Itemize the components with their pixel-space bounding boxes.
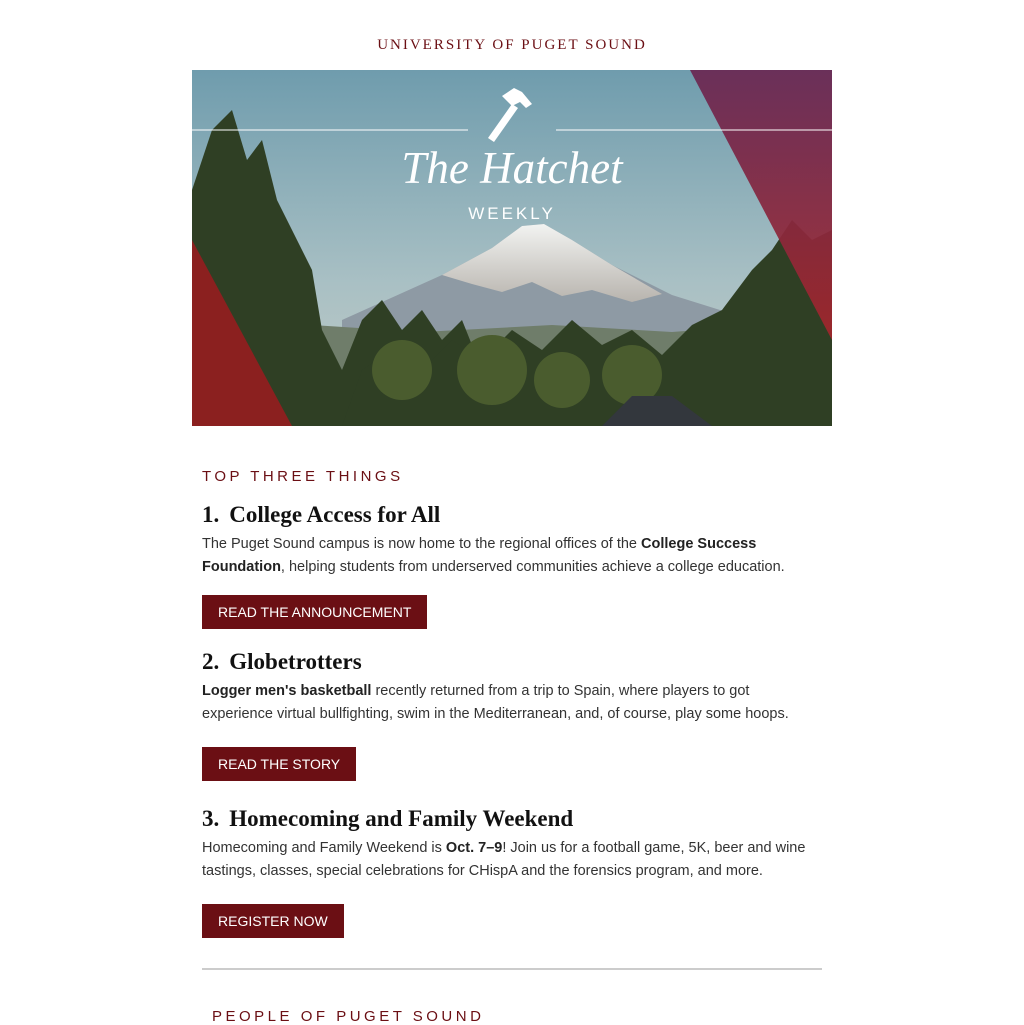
body-bold-link[interactable]: Logger men's basketball [202, 683, 372, 699]
read-story-button[interactable]: READ THE STORY [202, 747, 356, 781]
section-divider [202, 968, 822, 970]
body-text: recently returned from a trip to Spain, where players to got experience virtual bullfighting, swim in the Mediterranean, and, of course, play some hoops. [202, 683, 789, 722]
body-text: The Puget Sound campus is now home to the regional offices of the [202, 536, 642, 552]
item-heading: College Access for All [229, 502, 441, 527]
item-body-1 [202, 533, 824, 579]
newsletter-title: The Hatchet [401, 143, 623, 193]
section-label-top-three: TOP THREE THINGS [202, 468, 404, 485]
item-heading: Homecoming and Family Weekend [229, 806, 574, 831]
body-text: ! Join us for a football game, 5K, beer and wine tastings, classes, special celebrations for CHispA and the forensics program, and more. [202, 840, 806, 879]
item-title-3 [202, 806, 573, 832]
hatchet-icon [482, 86, 542, 146]
register-now-button[interactable]: REGISTER NOW [202, 904, 344, 938]
body-bold-link[interactable]: College Success Foundation [202, 536, 757, 575]
section-label-people: PEOPLE OF PUGET SOUND [212, 1008, 485, 1025]
item-body-3 [202, 837, 824, 883]
item-title-2 [202, 649, 362, 675]
item-number: 3. [202, 806, 220, 831]
newsletter-subtitle: WEEKLY [468, 204, 556, 223]
body-text: , helping students from underserved communities achieve a college education. [280, 559, 785, 575]
university-wordmark: UNIVERSITY OF PUGET SOUND [377, 37, 647, 53]
item-title-1 [202, 502, 440, 528]
read-announcement-button[interactable]: READ THE ANNOUNCEMENT [202, 595, 427, 629]
body-text: Homecoming and Family Weekend is [202, 840, 446, 856]
hero-banner [192, 70, 832, 426]
item-number: 2. [202, 649, 220, 674]
item-number: 1. [202, 502, 220, 527]
item-body-2 [202, 680, 824, 726]
body-bold-date: Oct. 7–9 [445, 840, 503, 856]
item-heading: Globetrotters [229, 649, 362, 674]
